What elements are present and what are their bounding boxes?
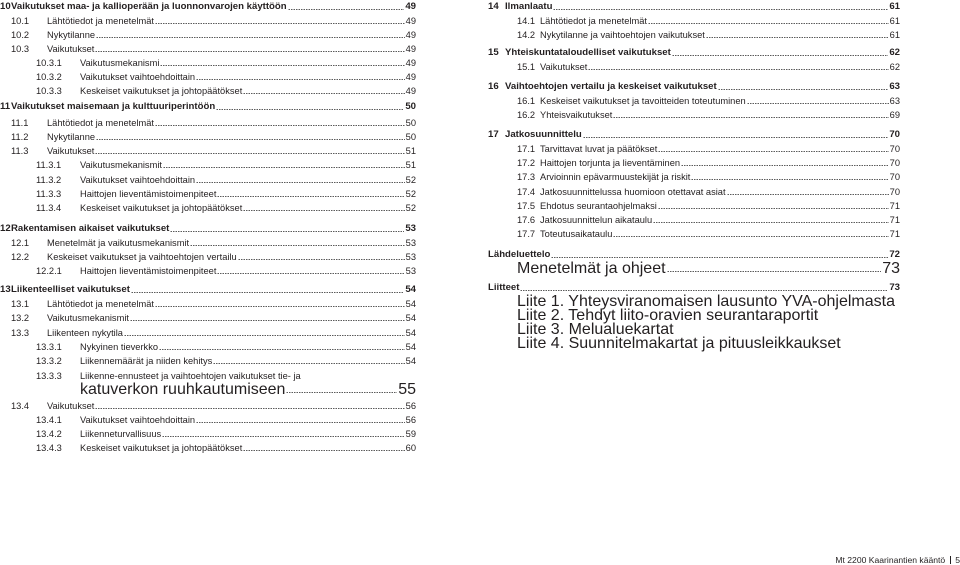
toc-entry[interactable] — [0, 0, 416, 13]
toc-entry-number: 10.2 — [11, 30, 30, 40]
toc-entry-title: Arvioinnin epävarmuustekijät ja riskit — [540, 172, 691, 182]
toc-entry-page: 71 — [889, 215, 900, 225]
toc-entry-number: 11.3.1 — [36, 160, 62, 170]
toc-entry-number: 12 — [0, 223, 11, 234]
toc-entry-title: Liitteet — [488, 282, 520, 293]
toc-entry-page: 60 — [405, 443, 416, 453]
toc-entry-title: Lähtötiedot ja menetelmät — [540, 16, 647, 26]
toc-entry[interactable] — [0, 173, 416, 186]
toc-entry-page: 56 — [405, 401, 416, 411]
toc-entry-title: Haittojen lieventämistoimenpiteet — [80, 266, 217, 276]
toc-entry-page: 73 — [889, 282, 900, 293]
toc-entry-page: 71 — [889, 201, 900, 211]
toc-entry-title: Vaikutusmekanismit — [47, 313, 129, 323]
toc-entry-number: 10.3.2 — [36, 72, 62, 82]
toc-entry-title: Vaikutukset — [47, 146, 95, 156]
toc-entry-title: Menetelmät ja ohjeet — [517, 260, 666, 277]
toc-entry-number: 17.3 — [517, 172, 536, 182]
toc-entry-title: Vaikutukset — [47, 401, 95, 411]
toc-dot-leader — [96, 138, 405, 141]
toc-entry-number: 17.5 — [517, 201, 536, 211]
toc-entry-title: Keskeiset vaikutukset ja vaihtoehtojen vertailu — [47, 252, 237, 262]
toc-entry-title: Vaikutukset vaihtoehdoittain — [80, 175, 196, 185]
toc-dot-leader — [196, 181, 405, 184]
toc-entry[interactable] — [0, 441, 416, 454]
toc-entry-number: 16.1 — [517, 96, 536, 106]
toc-entry[interactable] — [0, 383, 416, 396]
toc-dot-leader — [613, 235, 888, 238]
toc-entry-number: 12.2.1 — [36, 266, 62, 276]
toc-dot-leader — [95, 407, 404, 410]
toc-dot-leader — [131, 291, 404, 294]
toc-entry-number: 13.4.1 — [36, 415, 62, 425]
toc-entry-title: Lähdeluettelo — [488, 249, 551, 260]
toc-entry-page: 49 — [405, 16, 416, 26]
toc-entry-title: Vaikutukset maa- ja kallioperään ja luonnonvarojen käyttöön — [11, 1, 287, 12]
toc-entry-title: Haittojen torjunta ja lieventäminen — [540, 158, 681, 168]
toc-dot-leader — [130, 319, 405, 322]
toc-entry-title: Keskeiset vaikutukset ja johtopäätökset — [80, 203, 243, 213]
toc-entry-number: 11.3 — [11, 146, 29, 156]
toc-dot-leader — [667, 270, 882, 273]
toc-dot-leader — [613, 116, 888, 119]
toc-dot-leader — [727, 193, 889, 196]
toc-entry-page: 49 — [405, 86, 416, 96]
toc-entry-number: 17.6 — [517, 215, 536, 225]
toc-entry-page: 49 — [405, 72, 416, 82]
toc-entry-page: 54 — [405, 342, 416, 352]
toc-entry-number: 13.4.3 — [36, 443, 62, 453]
toc-entry-title: Vaikutusmekanismit — [80, 160, 162, 170]
toc-entry[interactable] — [0, 201, 416, 214]
toc-entry-title: Jatkosuunnittelussa huomioon otettavat asiat — [540, 187, 726, 197]
toc-dot-leader — [747, 102, 889, 105]
toc-dot-leader — [190, 244, 405, 247]
toc-entry-title: Toteutusaikataulu — [540, 229, 613, 239]
toc-entry-title: Jatkosuunnittelu — [505, 129, 582, 140]
toc-dot-leader — [238, 258, 405, 261]
toc-entry[interactable] — [488, 142, 900, 155]
toc-entry-page: 70 — [889, 158, 900, 168]
toc-entry-title: Vaikutukset — [540, 62, 588, 72]
toc-entry-number: 14 — [488, 1, 499, 12]
toc-entry-page: 63 — [889, 96, 900, 106]
toc-entry-title: Vaikutusmekanismi — [80, 58, 160, 68]
toc-entry-page: 53 — [405, 266, 416, 276]
toc-dot-leader — [213, 362, 404, 365]
toc-entry-page: 70 — [889, 172, 900, 182]
toc-entry[interactable] — [488, 156, 900, 169]
toc-dot-leader — [155, 305, 405, 308]
toc-entry-number: 15.1 — [517, 62, 536, 72]
toc-entry-number: 11 — [0, 101, 11, 112]
toc-entry[interactable] — [0, 413, 416, 426]
toc-dot-leader — [718, 88, 889, 91]
toc-entry-number: 13.2 — [11, 313, 30, 323]
toc-entry-page: 54 — [405, 313, 416, 323]
toc-entry-title: Tarvittavat luvat ja päätökset — [540, 144, 658, 154]
toc-entry-title: Keskeiset vaikutukset ja tavoitteiden toteutuminen — [540, 96, 746, 106]
toc-dot-leader — [217, 195, 404, 198]
toc-entry-title: Jatkosuunnittelun aikataulu — [540, 215, 653, 225]
toc-entry-number: 11.3.3 — [36, 189, 62, 199]
toc-dot-leader — [691, 178, 888, 181]
toc-entry[interactable] — [0, 354, 416, 367]
toc-entry[interactable] — [0, 427, 416, 440]
footer-divider — [950, 556, 951, 564]
toc-entry-page: 49 — [405, 44, 416, 54]
toc-entry-page: 52 — [405, 175, 416, 185]
toc-entry-page: 61 — [889, 30, 900, 40]
toc-entry[interactable] — [0, 100, 416, 113]
toc-dot-leader — [681, 164, 889, 167]
toc-entry[interactable] — [488, 337, 900, 350]
toc-entry[interactable] — [0, 70, 416, 83]
toc-entry-page: 49 — [405, 30, 416, 40]
toc-entry-title: Vaikutukset vaihtoehdoittain — [80, 72, 196, 82]
toc-entry-page: 53 — [405, 238, 416, 248]
toc-entry-number: 10 — [0, 1, 11, 12]
toc-entry-number: 10.3.1 — [36, 58, 62, 68]
toc-dot-leader — [162, 435, 405, 438]
toc-entry-page: 70 — [889, 187, 900, 197]
toc-entry[interactable] — [0, 222, 416, 235]
toc-entry-page: 73 — [882, 260, 900, 277]
toc-entry[interactable] — [488, 94, 900, 107]
toc-entry-title: Vaikutukset — [47, 44, 95, 54]
toc-entry-page: 69 — [889, 110, 900, 120]
toc-entry-number: 12.2 — [11, 252, 30, 262]
toc-dot-leader — [170, 230, 404, 233]
toc-entry-number: 13.3.2 — [36, 356, 62, 366]
toc-entry-number: 13.1 — [11, 299, 30, 309]
toc-entry-page: 51 — [405, 160, 416, 170]
toc-dot-leader — [216, 108, 404, 111]
toc-entry[interactable] — [0, 158, 416, 171]
toc-entry-page: 50 — [405, 118, 416, 128]
toc-entry-page: 50 — [405, 132, 416, 142]
toc-entry-page: 49 — [405, 1, 416, 12]
toc-entry[interactable] — [0, 399, 416, 412]
toc-entry-title: Liite 1. Yhteysviranomaisen lausunto YVA-ohjelmasta — [517, 293, 895, 310]
toc-entry[interactable] — [488, 46, 900, 59]
toc-dot-leader — [583, 136, 889, 139]
toc-entry-number: 16.2 — [517, 110, 536, 120]
toc-entry-number: 17.7 — [517, 229, 536, 239]
toc-entry[interactable] — [0, 144, 416, 157]
toc-dot-leader — [217, 272, 404, 275]
toc-entry-page: 61 — [889, 16, 900, 26]
toc-entry-number: 14.2 — [517, 30, 536, 40]
toc-entry-page: 63 — [889, 81, 900, 92]
footer-page-number: 5 — [955, 555, 960, 565]
toc-dot-leader — [551, 256, 888, 259]
toc-dot-leader — [658, 207, 889, 210]
toc-entry-page: 54 — [405, 328, 416, 338]
toc-dot-leader — [588, 68, 888, 71]
toc-entry-number: 13.4.2 — [36, 429, 62, 439]
toc-entry-page: 49 — [405, 58, 416, 68]
toc-dot-leader — [243, 92, 404, 95]
toc-entry[interactable] — [0, 236, 416, 249]
toc-dot-leader — [155, 22, 405, 25]
toc-entry-title: Liikenneturvallisuus — [80, 429, 162, 439]
toc-entry-title: Liite 2. Tehdyt liito-oravien seurantaraportit — [517, 307, 819, 324]
toc-entry-title: Lähtötiedot ja menetelmät — [47, 299, 154, 309]
toc-entry[interactable] — [0, 250, 416, 263]
toc-entry-number: 11.1 — [11, 118, 29, 128]
toc-entry-page: 71 — [889, 229, 900, 239]
toc-entry-number: 13.3.3 — [36, 371, 62, 381]
toc-entry[interactable] — [488, 0, 900, 13]
toc-dot-leader — [95, 50, 404, 53]
toc-entry-page: 53 — [405, 223, 416, 234]
toc-dot-leader — [96, 36, 405, 39]
toc-entry-number: 14.1 — [517, 16, 536, 26]
toc-entry[interactable] — [488, 199, 900, 212]
toc-entry[interactable] — [488, 80, 900, 93]
toc-entry-page: 62 — [889, 47, 900, 58]
toc-entry-page: 50 — [405, 101, 416, 112]
toc-entry-title: Menetelmät ja vaikutusmekanismit — [47, 238, 190, 248]
toc-dot-leader — [672, 54, 889, 57]
toc-entry-number: 13.3 — [11, 328, 30, 338]
toc-entry[interactable] — [0, 84, 416, 97]
toc-entry-title: Vaikutukset maisemaan ja kulttuuriperintöön — [11, 101, 216, 112]
footer-publication: Mt 2200 Kaarinantien kääntö — [835, 555, 946, 565]
toc-entry-title: Keskeiset vaikutukset ja johtopäätökset — [80, 443, 243, 453]
toc-entry-title: Liikenteelliset vaikutukset — [11, 284, 130, 295]
toc-entry[interactable] — [0, 326, 416, 339]
toc-entry-number: 10.3 — [11, 44, 30, 54]
toc-entry[interactable] — [488, 227, 900, 240]
toc-dot-leader — [520, 289, 888, 292]
toc-entry-title: Liite 3. Melualuekartat — [517, 321, 674, 338]
toc-entry-number: 12.1 — [11, 238, 30, 248]
toc-dot-leader — [95, 152, 404, 155]
toc-entry-number: 13.3.1 — [36, 342, 62, 352]
toc-entry[interactable] — [488, 170, 900, 183]
toc-entry-number: 11.2 — [11, 132, 29, 142]
toc-dot-leader — [553, 8, 888, 11]
toc-entry[interactable] — [488, 213, 900, 226]
toc-entry-page: 54 — [405, 284, 416, 295]
toc-entry-title: Lähtötiedot ja menetelmät — [47, 16, 154, 26]
toc-entry-page: 55 — [398, 381, 416, 398]
toc-dot-leader — [160, 64, 404, 67]
toc-entry-number: 17 — [488, 129, 499, 140]
toc-entry-page: 52 — [405, 203, 416, 213]
toc-entry-title: Nykyinen tieverkko — [80, 342, 159, 352]
toc-entry-page: 59 — [405, 429, 416, 439]
toc-entry-page: 61 — [889, 1, 900, 12]
toc-entry[interactable] — [0, 297, 416, 310]
toc-entry[interactable] — [488, 60, 900, 73]
toc-dot-leader — [155, 124, 405, 127]
toc-entry[interactable] — [0, 116, 416, 129]
toc-entry-number: 17.4 — [517, 187, 536, 197]
toc-dot-leader — [196, 421, 405, 424]
toc-entry[interactable] — [488, 108, 900, 121]
toc-entry-number: 16 — [488, 81, 499, 92]
toc-dot-leader — [124, 334, 405, 337]
toc-entry-page: 52 — [405, 189, 416, 199]
toc-entry-page: 53 — [405, 252, 416, 262]
toc-entry[interactable] — [0, 56, 416, 69]
toc-entry-title: Ilmanlaatu — [505, 1, 553, 12]
toc-entry-number: 11.3.4 — [36, 203, 62, 213]
toc-dot-leader — [706, 36, 889, 39]
toc-entry-number: 13 — [0, 284, 11, 295]
toc-entry[interactable] — [0, 14, 416, 27]
toc-entry-number: 17.2 — [517, 158, 536, 168]
toc-entry-number: 13.4 — [11, 401, 30, 411]
toc-entry[interactable] — [0, 42, 416, 55]
toc-entry-title: Vaihtoehtojen vertailu ja keskeiset vaikutukset — [505, 81, 717, 92]
toc-dot-leader — [648, 22, 889, 25]
page-footer — [835, 556, 960, 564]
toc-entry-number: 10.1 — [11, 16, 30, 26]
toc-entry[interactable] — [488, 185, 900, 198]
toc-dot-leader — [159, 348, 405, 351]
toc-entry-page: 72 — [889, 249, 900, 260]
toc-entry-title: Ehdotus seurantaohjelmaksi — [540, 201, 657, 211]
toc-entry[interactable] — [0, 130, 416, 143]
toc-entry-page: 54 — [405, 356, 416, 366]
toc-dot-leader — [658, 150, 888, 153]
toc-entry-title: Rakentamisen aikaiset vaikutukset — [11, 223, 170, 234]
toc-entry[interactable] — [488, 262, 900, 275]
toc-entry-number: 10.3.3 — [36, 86, 62, 96]
toc-dot-leader — [243, 209, 404, 212]
toc-entry-page: 62 — [889, 62, 900, 72]
toc-entry[interactable] — [488, 28, 900, 41]
toc-entry-title: Liikenteen nykytila — [47, 328, 123, 338]
toc-entry-page: 54 — [405, 299, 416, 309]
toc-entry[interactable] — [0, 264, 416, 277]
toc-entry[interactable] — [488, 128, 900, 141]
toc-entry-page: 51 — [405, 146, 416, 156]
toc-entry-title: Yhteisvaikutukset — [540, 110, 613, 120]
toc-dot-leader — [286, 391, 397, 394]
toc-entry-title: katuverkon ruuhkautumiseen — [80, 381, 286, 398]
toc-entry-title: Nykytilanne ja vaihtoehtojen vaikutukset — [540, 30, 705, 40]
toc-entry-number: 15 — [488, 47, 499, 58]
toc-entry-title: Liikennemäärät ja niiden kehitys — [80, 356, 213, 366]
toc-dot-leader — [653, 221, 888, 224]
toc-entry-title: Liite 4. Suunnitelmakartat ja pituusleikkaukset — [517, 335, 841, 352]
toc-entry-title: Nykytilanne — [47, 30, 96, 40]
toc-dot-leader — [288, 8, 405, 11]
toc-entry-title: Haittojen lieventämistoimenpiteet — [80, 189, 217, 199]
toc-entry-title: Liikenne-ennusteet ja vaihtoehtojen vaikutukset tie- ja — [80, 371, 301, 381]
toc-entry-title: Vaikutukset vaihtoehdoittain — [80, 415, 196, 425]
toc-entry-title: Nykytilanne — [47, 132, 96, 142]
toc-entry-title: Keskeiset vaikutukset ja johtopäätökset — [80, 86, 243, 96]
toc-entry[interactable] — [0, 311, 416, 324]
toc-entry[interactable] — [0, 283, 416, 296]
toc-entry[interactable] — [0, 28, 416, 41]
toc-dot-leader — [243, 449, 404, 452]
toc-entry-title: Yhteiskuntataloudelliset vaikutukset — [505, 47, 671, 58]
toc-entry-number: 11.3.2 — [36, 175, 62, 185]
toc-entry-page: 56 — [405, 415, 416, 425]
toc-entry[interactable] — [0, 340, 416, 353]
toc-dot-leader — [163, 166, 405, 169]
toc-entry-number: 17.1 — [517, 144, 536, 154]
toc-entry-title: Lähtötiedot ja menetelmät — [47, 118, 154, 128]
toc-entry-page: 70 — [889, 129, 900, 140]
toc-entry[interactable] — [488, 14, 900, 27]
toc-entry[interactable] — [0, 187, 416, 200]
toc-dot-leader — [196, 78, 405, 81]
toc-entry-page: 70 — [889, 144, 900, 154]
